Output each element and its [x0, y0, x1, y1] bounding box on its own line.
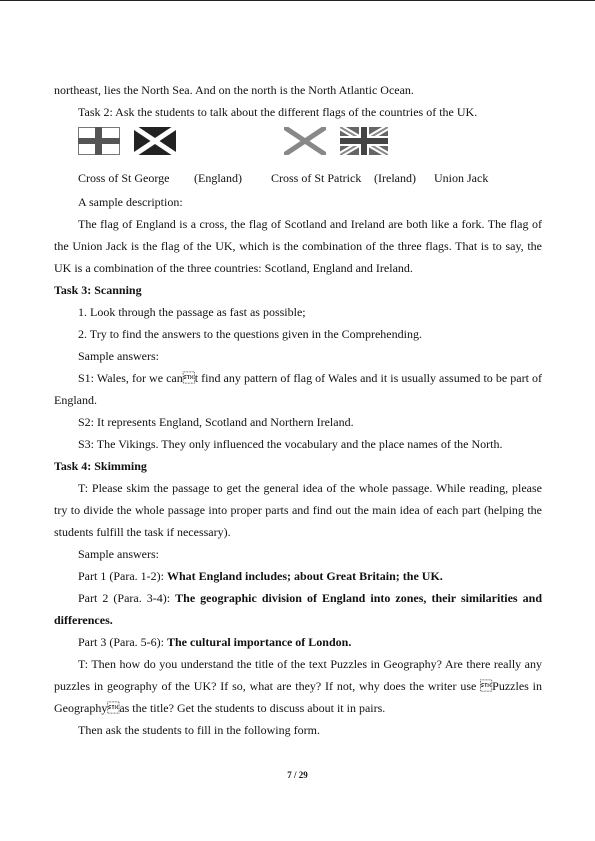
text-line: Sample answers: [78, 349, 159, 363]
st-andrew-saltire-icon [134, 127, 176, 155]
text-line: T: Then how do you understand the title of the text Puzzles in Geography? Are there really any [78, 657, 542, 671]
document-body [54, 79, 542, 741]
text-line: 1. Look through the passage as fast as possible; [78, 305, 306, 319]
task-2-line: Task 2: Ask the students to talk about the different flags of the countries of the UK. [78, 105, 478, 119]
task-4-heading: Task 4: Skimming [54, 459, 147, 473]
text-line: the Union Jack is the flag of the UK, which is the combination of the three flags. That is to say, the [54, 239, 542, 253]
part-2-summary: The geographic division of England into zones, their similarities and [175, 591, 542, 605]
caption-ireland: (Ireland) [374, 171, 416, 185]
part-2-label: Part 2 (Para. 3-4): [78, 591, 176, 605]
text-line: England. [54, 393, 97, 407]
caption-st-george: Cross of St George [78, 171, 170, 185]
part-3-line [54, 631, 542, 653]
caption-union-jack: Union Jack [434, 171, 489, 185]
part-1-line [54, 565, 542, 587]
text-line: northeast, lies the North Sea. And on the north is the North Atlantic Ocean. [54, 83, 414, 97]
text-line: A sample description: [78, 195, 183, 209]
text-line: UK is a combination of the three countries: Scotland, England and Ireland. [54, 261, 413, 275]
text-line: 2. Try to find the answers to the questions given in the Comprehending. [78, 327, 422, 341]
task-3-heading: Task 3: Scanning [54, 283, 142, 297]
caption-england: (England) [194, 171, 242, 185]
text-line: try to divide the whole passage into proper parts and find out the main idea of each part (helping the [54, 503, 542, 517]
text-line: students fulfill the task if necessary). [54, 525, 231, 539]
page-top-rule [0, 0, 595, 1]
text-line: The flag of England is a cross, the flag of Scotland and Ireland are both like a fork. The flag of [78, 217, 542, 231]
flag-row [54, 123, 542, 165]
text-line: S1: Wales, for we cant find any pattern of flag of Wales and it is usually assumed to be part of [78, 371, 542, 385]
part-3-label: Part 3 (Para. 5-6): [78, 635, 167, 649]
text-line: Sample answers: [78, 547, 159, 561]
text-line: T: Please skim the passage to get the general idea of the whole passage. While reading, please [78, 481, 542, 495]
st-george-cross-icon [78, 127, 120, 155]
text-line: S2: It represents England, Scotland and Northern Ireland. [78, 415, 354, 429]
text-line: S3: The Vikings. They only influenced the vocabulary and the place names of the North. [78, 437, 503, 451]
part-3-summary: The cultural importance of London. [166, 635, 352, 649]
text-line: puzzles in geography of the UK? If so, what are they? If not, why does the writer use Puzzles in [54, 679, 542, 693]
text-line: Geographyas the title? Get the students to discuss about it in pairs. [54, 701, 386, 715]
union-jack-icon [340, 127, 388, 155]
part-2-line [54, 587, 542, 609]
part-1-label: Part 1 (Para. 1-2): [78, 569, 167, 583]
text-line: Then ask the students to fill in the following form. [78, 723, 320, 737]
text-line: differences. [54, 613, 113, 627]
part-1-summary: What England includes; about Great Britain; the UK. [166, 569, 443, 583]
flag-captions [54, 165, 542, 191]
page-number: 7 / 29 [287, 770, 308, 780]
caption-st-patrick: Cross of St Patrick [271, 171, 362, 185]
st-patrick-saltire-icon [284, 127, 326, 155]
